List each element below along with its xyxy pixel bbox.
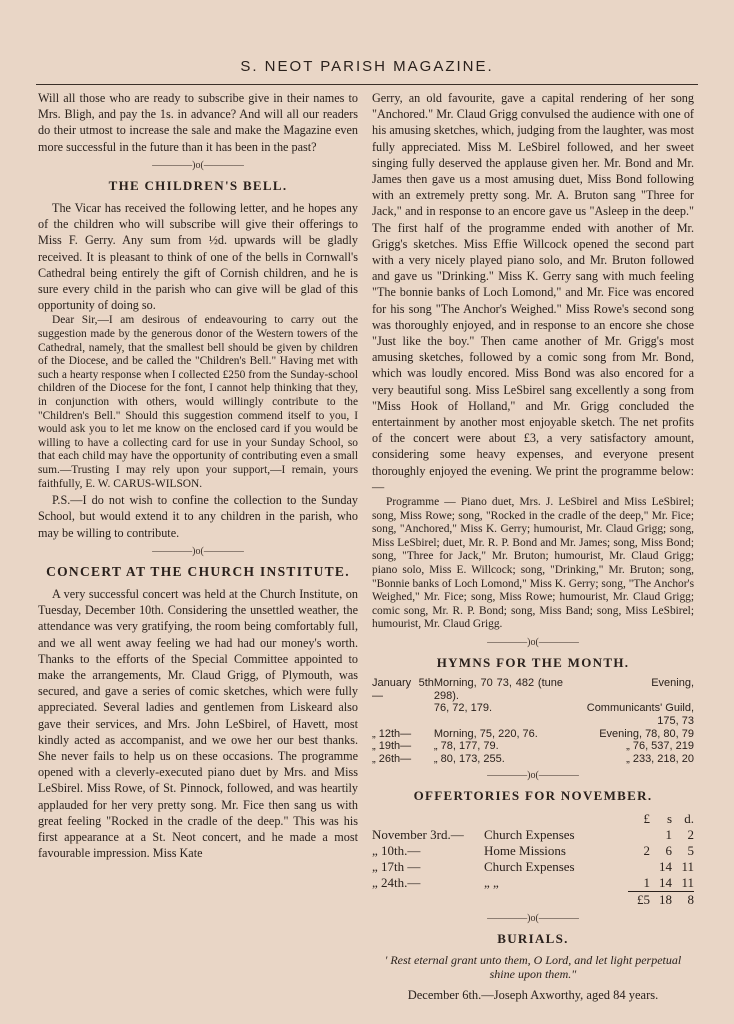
shillings-unit: s	[666, 810, 672, 826]
offertories-heading: OFFERTORIES FOR NOVEMBER.	[413, 788, 653, 804]
offertories-table	[372, 811, 694, 908]
offertory-purpose: Church Expenses	[484, 826, 575, 842]
hymn-day	[372, 702, 434, 727]
hymn-morning: Morning, 75, 220, 76.	[433, 727, 538, 740]
offertory-l	[628, 827, 650, 843]
childrens-bell-letter: Dear Sir,—I am desirous of endeavouring to carry out the suggestion made by the generous donor of the Western towers of the Cathedral, namely, that the smallest bell should be given by children of the Diocese, and be called the "Children's Bell." Having met with such a hearty response when I collected £250 from the Sunday-school children of the Diocese for the font, I cannot help thinking that they, in conjunction with others, would willingly contribute to the "Children's Bell." Should this suggestion commend itself to you, I would ask you to let me know on the enclosed card if you would be willing to have a collecting card for use in your Sunday School, so that each child may have the opportunity of contributing even a small sum.—Trusting I may rely upon your support,—I remain, yours faithfully, E. W. CARUS-WILSON.	[38, 314, 358, 490]
offertory-row	[372, 827, 694, 843]
offertory-date: „ 24th.—	[372, 874, 421, 890]
offertory-date: November 3rd.—	[372, 826, 464, 842]
header-rule	[36, 84, 698, 85]
hymn-morning: 76, 72, 179.	[433, 702, 492, 715]
pounds-unit: £	[643, 810, 650, 826]
childrens-bell-paragraph: The Vicar has received the following letter, and he hopes any of the children who will subscribe will give their offerings to Miss F. Gerry. Any sum from ½d. upwards will be gladly received. It is pleasant to think of one of the bells in Cornwall's Cathedral being entirely the gift of Cornish children, and he is sure every child in the parish who can give will be glad of this opportunity of doing so.	[38, 201, 358, 313]
hymn-evening: Evening,	[651, 677, 694, 690]
offertory-purpose: „ „	[484, 874, 499, 890]
hymn-evening: Evening, 78, 80, 79	[599, 727, 694, 740]
hymn-row	[372, 728, 694, 741]
right-column	[372, 90, 694, 1003]
separator: ————)o(————	[487, 637, 579, 649]
offertory-date: „ 10th.—	[372, 842, 421, 858]
hymn-row	[372, 753, 694, 766]
hymn-day: „ 12th—	[372, 727, 412, 740]
offertories-units-row	[372, 811, 694, 827]
total-pence: 8	[672, 891, 694, 908]
offertory-row	[372, 859, 694, 875]
concert-paragraph: A very successful concert was held at the Church Institute, on Tuesday, December 10th. Considering the unsettled weather, the attendance was very gratifying, the room being comfortably full, and we all went away feeling we had had our money's worth. Thanks to the efforts of the Special Committee appointed to make the arrangements, Mr. Claud Grigg, of Plymouth, was secured, and gave a series of comic sketches, which were fully appreciated. Several ladies and gentlemen from Liskeard also gave their services, and Mrs. John LeSbirel, of Havett, most kindly acted as accompanist, and we owe her our best thanks. She never fails to help us on these occasions. The programme opened with a cleverly-executed piano duet by Mrs. and Miss LeSbirel. Miss Rowe, of St. Pinnock, followed, and was heartily applauded for her very pretty song. Mr. Fice then sang us with great feeling "Rocked in the cradle of the deep." This was his first appearance at a St. Neot concert, and he made a most favourable impression. Miss Kate	[38, 586, 358, 861]
hymn-day: „ 19th—	[372, 740, 412, 753]
hymn-morning: „ 80, 173, 255.	[433, 752, 505, 765]
hymn-morning: „ 78, 177, 79.	[433, 740, 499, 753]
offertories-total-row	[372, 891, 694, 908]
separator: ————)o(————	[487, 912, 579, 924]
hymns-heading: HYMNS FOR THE MONTH.	[436, 655, 630, 671]
offertory-l: 2	[643, 842, 650, 858]
burials-heading: BURIALS.	[497, 930, 569, 946]
hymn-day: January 5th—	[372, 677, 434, 702]
total-shillings: 18	[650, 891, 672, 908]
offertory-date: „ 17th —	[372, 858, 421, 874]
hymn-row	[372, 740, 694, 753]
page-title: S. NEOT PARISH MAGAZINE.	[240, 58, 494, 75]
subscription-paragraph: Will all those who are ready to subscribe give in their names to Mrs. Bligh, and pay the 1s. in advance? And will all our readers do their utmost to increase the sale and make the Magazine even more successful in the future than it has been in the past?	[38, 91, 358, 154]
concert-continued-paragraph: Gerry, an old favourite, gave a capital rendering of her song "Anchored." Mr. Claud Grigg convulsed the audience with one of his amusing sketches, which, judging from the laughter, was most fully appreciated. Miss M. LeSbirel followed, and her sweet singing fully deserved the applause given her. Mr. Bond and Mr. James then gave us a most amusing duet, Miss Bond following with an extremely pretty song. Mr. A. Bruton sang "Three for Jack," and in response to an encore gave us "Asleep in the deep." The first half of the programme ended with another of Mr. Grigg's sketches. Miss Effie Willcock opened the second part with a very nicely played piano solo, and Mr. Bruton followed and gave us "Drinking." Miss K. Gerry sang with much feeling "The bonnie banks of Loch Lomond," and Mr. Fice was encored for his song "The Anchor's Weighed." Miss Rowe's second song was thoroughly enjoyed, and in response to an encore she chose "Just like the boy." Then came another of Mr. Grigg's most amusing sketches, followed by a comic song from Mr. Bond, which was loudly encored. Miss Bond was also encored for a very beautiful song. Miss LeSbirel sang excellently a song from "Miss Hook of Holland," and Mr. Grigg concluded the entertainment by another most enjoyable sketch. The net profits of the concert were about £3, a very satisfactory amount, considering some heavy expenses, and everyone present thoroughly enjoyed the evening. We print the programme below:—	[372, 91, 694, 494]
offertory-purpose: Church Expenses	[484, 858, 575, 874]
childrens-bell-postscript: P.S.—I do not wish to confine the collection to the Sunday School, but would extend it to any children in the parish, who may be willing to contribute.	[38, 493, 358, 540]
hymn-evening: Communicants' Guild, 175, 73	[586, 702, 694, 727]
concert-programme: Programme — Piano duet, Mrs. J. LeSbirel and Miss LeSbirel; song, Miss Rowe; song, "Rocked in the cradle of the deep," Mr. Fice; song, "Anchored," Miss K. Gerry; humourist, Mr. Claud Grigg; song, Miss LeSbirel; duet, Mr. R. P. Bond and Mr. James; song, Miss Bond; song, "Three for Jack," Mr. Bruton; humourist, Mr. Claud Grigg; piano solo, Miss E. Willcock; song, "Drinking," Mr. Bruton; song, "Bonnie banks of Loch Lomond," Miss K. Gerry; song, "The Anchor's Weighed," Mr. Fice; song, Miss Rowe; humourist, Mr. Claud Grigg; comic song, Mr. R. P. Bond; song, Miss Band; song, Miss LeSbirel; humourist, Mr. Claud Grigg.	[372, 496, 694, 631]
offertory-row	[372, 875, 694, 892]
offertory-d: 11	[681, 874, 694, 890]
pence-unit: d.	[684, 810, 694, 826]
hymn-evening: „ 76, 537, 219	[626, 740, 694, 753]
offertory-s: 14	[659, 874, 672, 890]
hymn-row	[372, 677, 694, 702]
childrens-bell-heading: THE CHILDREN'S BELL.	[108, 177, 288, 193]
separator: ————)o(————	[152, 159, 244, 171]
burial-entry: December 6th.—Joseph Axworthy, aged 84 years.	[407, 987, 659, 1002]
offertory-s: 1	[665, 826, 672, 842]
offertory-row	[372, 843, 694, 859]
separator: ————)o(————	[152, 545, 244, 557]
hymn-evening: „ 233, 218, 20	[626, 752, 694, 765]
separator: ————)o(————	[487, 770, 579, 782]
hymns-table	[372, 677, 694, 765]
concert-heading: CONCERT AT THE CHURCH INSTITUTE.	[46, 563, 350, 579]
offertory-l	[628, 859, 650, 875]
offertory-s: 6	[665, 842, 672, 858]
offertory-d: 2	[687, 826, 694, 842]
hymn-day: „ 26th—	[372, 752, 412, 765]
left-column	[38, 90, 358, 862]
total-pounds: £5	[628, 891, 650, 908]
hymn-row	[372, 702, 694, 727]
hymn-morning: Morning, 70 73, 482 (tune 298).	[433, 677, 564, 702]
offertory-s: 14	[659, 858, 672, 874]
offertory-d: 5	[687, 842, 694, 858]
burials-verse: ' Rest eternal grant unto them, O Lord, and let light perpetual shine upon them."	[384, 952, 682, 981]
offertory-d: 11	[681, 858, 694, 874]
offertory-l: 1	[643, 874, 650, 890]
offertory-purpose: Home Missions	[484, 842, 566, 858]
